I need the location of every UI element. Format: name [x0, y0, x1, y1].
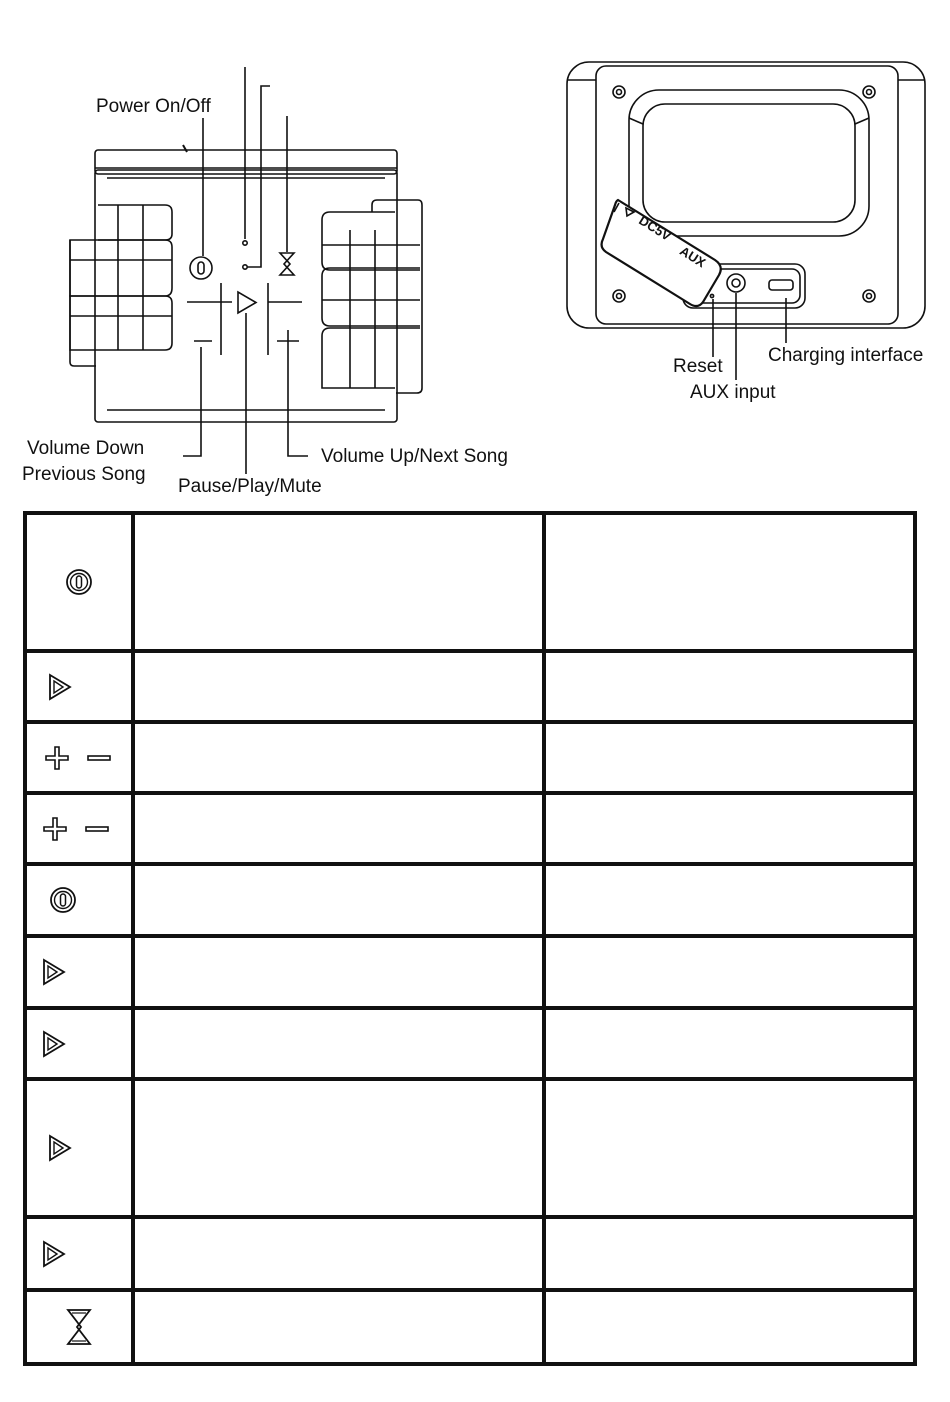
table-icon-cell	[25, 651, 133, 722]
table-row	[25, 793, 915, 864]
label-volume-down: Volume Down	[27, 438, 145, 459]
table-description-cell	[133, 793, 544, 864]
table-indicator-cell	[544, 1008, 915, 1079]
table-icon-cell	[25, 722, 133, 793]
table-icon-cell	[25, 936, 133, 1008]
table-description-cell	[133, 651, 544, 722]
operation-table	[23, 511, 917, 1366]
table-description-cell	[133, 1008, 544, 1079]
table-indicator-cell	[544, 513, 915, 651]
table-description-cell	[133, 722, 544, 793]
table-row	[25, 1079, 915, 1217]
table-icon-cell	[25, 1217, 133, 1290]
play-icon	[47, 673, 73, 701]
speaker-diagram	[0, 0, 950, 505]
table-row	[25, 722, 915, 793]
label-aux-input: AUX input	[690, 382, 776, 403]
table-row	[25, 936, 915, 1008]
table-description-cell	[133, 1079, 544, 1217]
plus-minus-icon	[42, 815, 112, 843]
table-icon-cell	[25, 864, 133, 936]
table-indicator-cell	[544, 936, 915, 1008]
speaker-top-view	[70, 67, 422, 474]
play-icon	[41, 958, 67, 986]
table-indicator-cell	[544, 1079, 915, 1217]
play-icon	[41, 1240, 67, 1268]
plus-minus-icon	[44, 744, 114, 772]
table-indicator-cell	[544, 864, 915, 936]
label-reset: Reset	[673, 356, 723, 377]
table-icon-cell	[25, 1079, 133, 1217]
table-description-cell	[133, 513, 544, 651]
table-row	[25, 651, 915, 722]
power-icon	[47, 884, 79, 916]
table-row	[25, 1290, 915, 1364]
table-description-cell	[133, 1290, 544, 1364]
table-icon-cell	[25, 1008, 133, 1079]
flap-text-dc5v: DC5V	[636, 212, 674, 244]
power-icon	[63, 566, 95, 598]
table-description-cell	[133, 864, 544, 936]
play-icon	[47, 1134, 73, 1162]
table-row	[25, 513, 915, 651]
table-row	[25, 864, 915, 936]
table-row	[25, 1217, 915, 1290]
diagram-drawing	[0, 0, 950, 505]
table-description-cell	[133, 1217, 544, 1290]
table-row	[25, 1008, 915, 1079]
table-icon-cell	[25, 1290, 133, 1364]
table-indicator-cell	[544, 722, 915, 793]
speaker-back-view	[567, 62, 925, 380]
table-icon-cell	[25, 793, 133, 864]
hourglass-icon	[64, 1307, 94, 1347]
table-indicator-cell	[544, 651, 915, 722]
flap-text-aux: AUX	[677, 243, 709, 271]
play-icon	[41, 1030, 67, 1058]
label-power: Power On/Off	[96, 96, 211, 117]
table-description-cell	[133, 936, 544, 1008]
table-indicator-cell	[544, 1290, 915, 1364]
label-previous-song: Previous Song	[22, 464, 146, 485]
table-icon-cell	[25, 513, 133, 651]
table-indicator-cell	[544, 793, 915, 864]
table-indicator-cell	[544, 1217, 915, 1290]
label-pause-play: Pause/Play/Mute	[178, 476, 322, 497]
label-charging: Charging interface	[768, 345, 924, 366]
label-volume-up: Volume Up/Next Song	[321, 446, 508, 467]
